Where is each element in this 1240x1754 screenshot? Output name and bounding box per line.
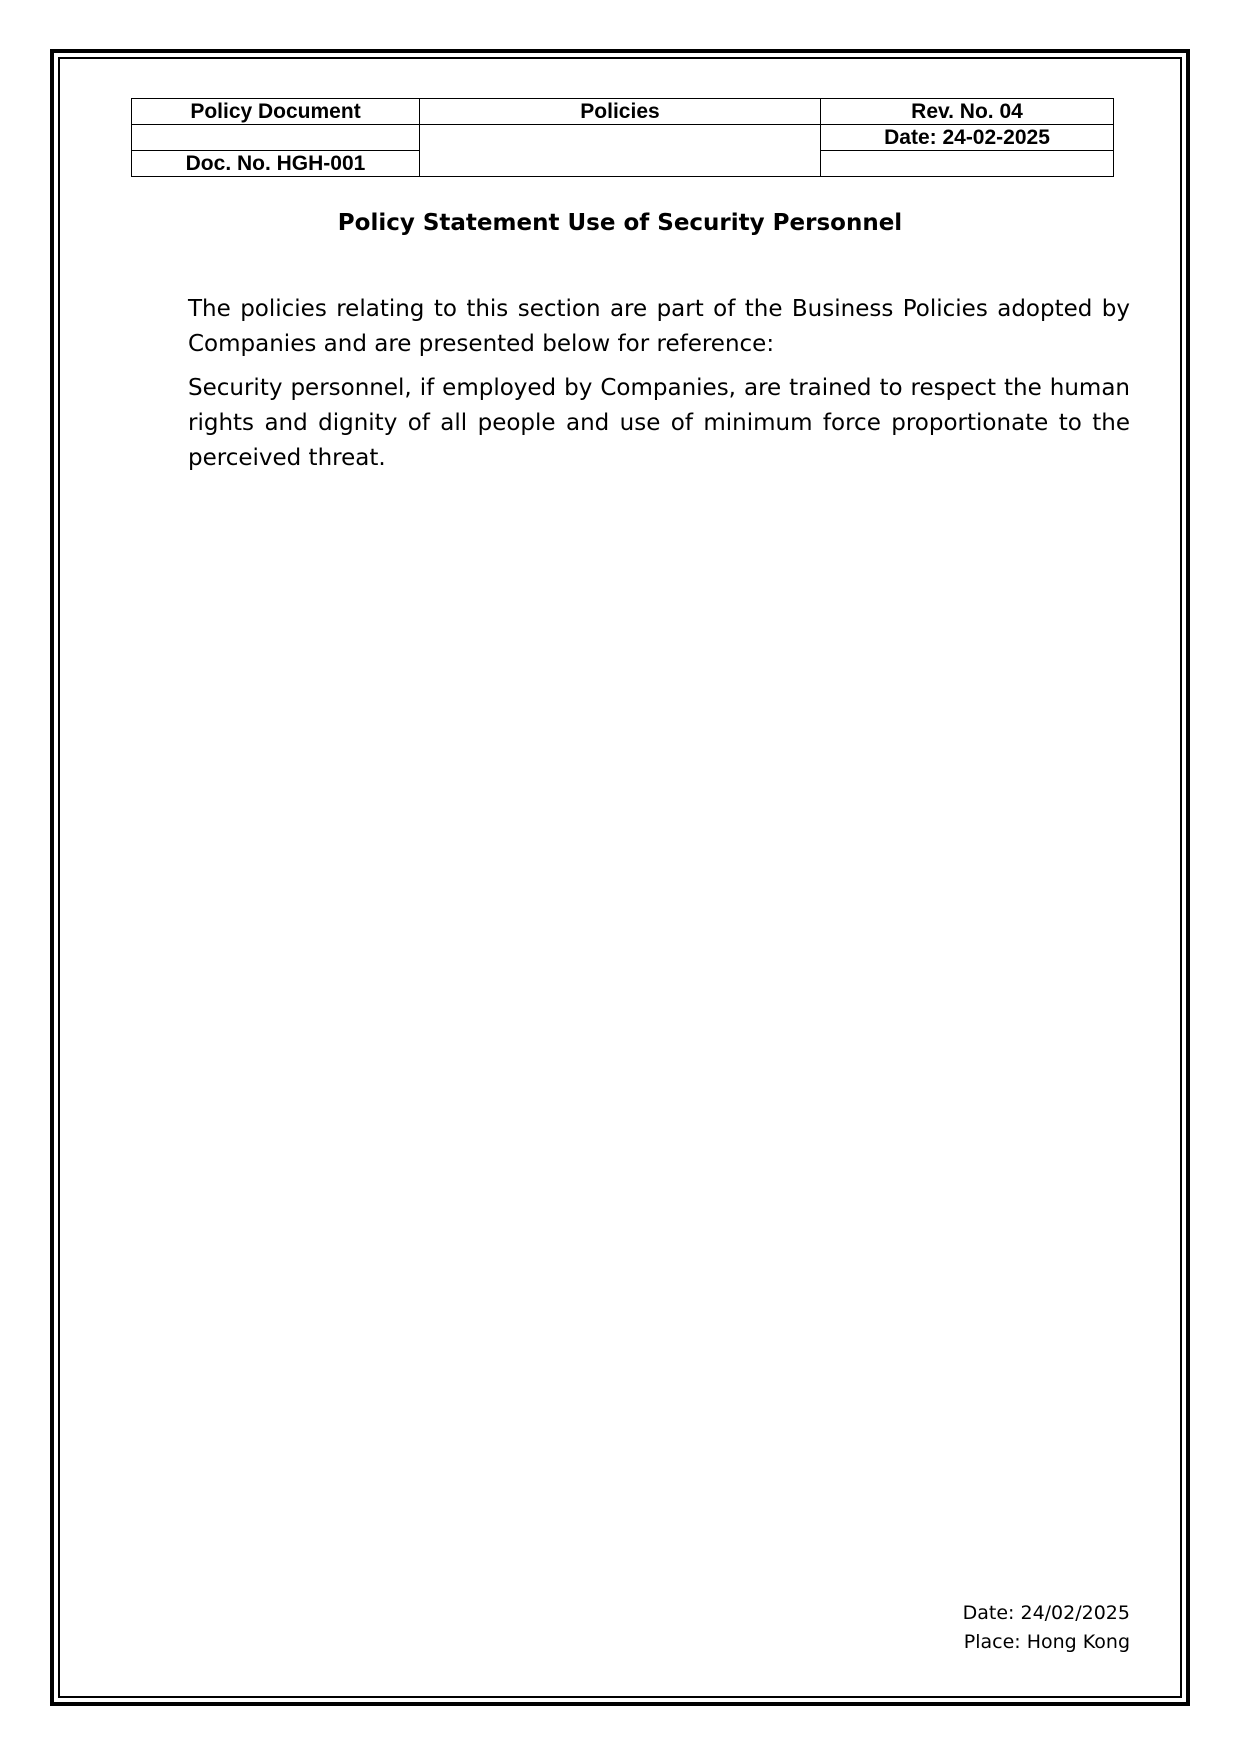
empty-cell <box>132 125 420 151</box>
revision-number-cell: Rev. No. 04 <box>821 99 1114 125</box>
footer-date: Date: 24/02/2025 <box>962 1602 1130 1624</box>
page-title: Policy Statement Use of Security Personnel <box>337 210 903 236</box>
document-type-cell: Policy Document <box>132 99 420 125</box>
category-cell: Policies <box>420 99 821 125</box>
intro-paragraph: The policies relating to this section are part of the Business Policies adopted by Companies and are presented below for reference: <box>188 296 1130 357</box>
footer-place: Place: Hong Kong <box>963 1631 1130 1653</box>
empty-cell-bottom <box>821 151 1114 177</box>
footer-block <box>963 1599 1130 1657</box>
document-header-table <box>131 98 1114 177</box>
category-empty-cell <box>420 125 821 177</box>
policy-paragraph: Security personnel, if employed by Companies, are trained to respect the human rights and dignity of all people and use of minimum force proportionate to the perceived threat. <box>188 375 1130 471</box>
document-number-cell: Doc. No. HGH-001 <box>132 151 420 177</box>
revision-date-cell: Date: 24-02-2025 <box>821 125 1114 151</box>
